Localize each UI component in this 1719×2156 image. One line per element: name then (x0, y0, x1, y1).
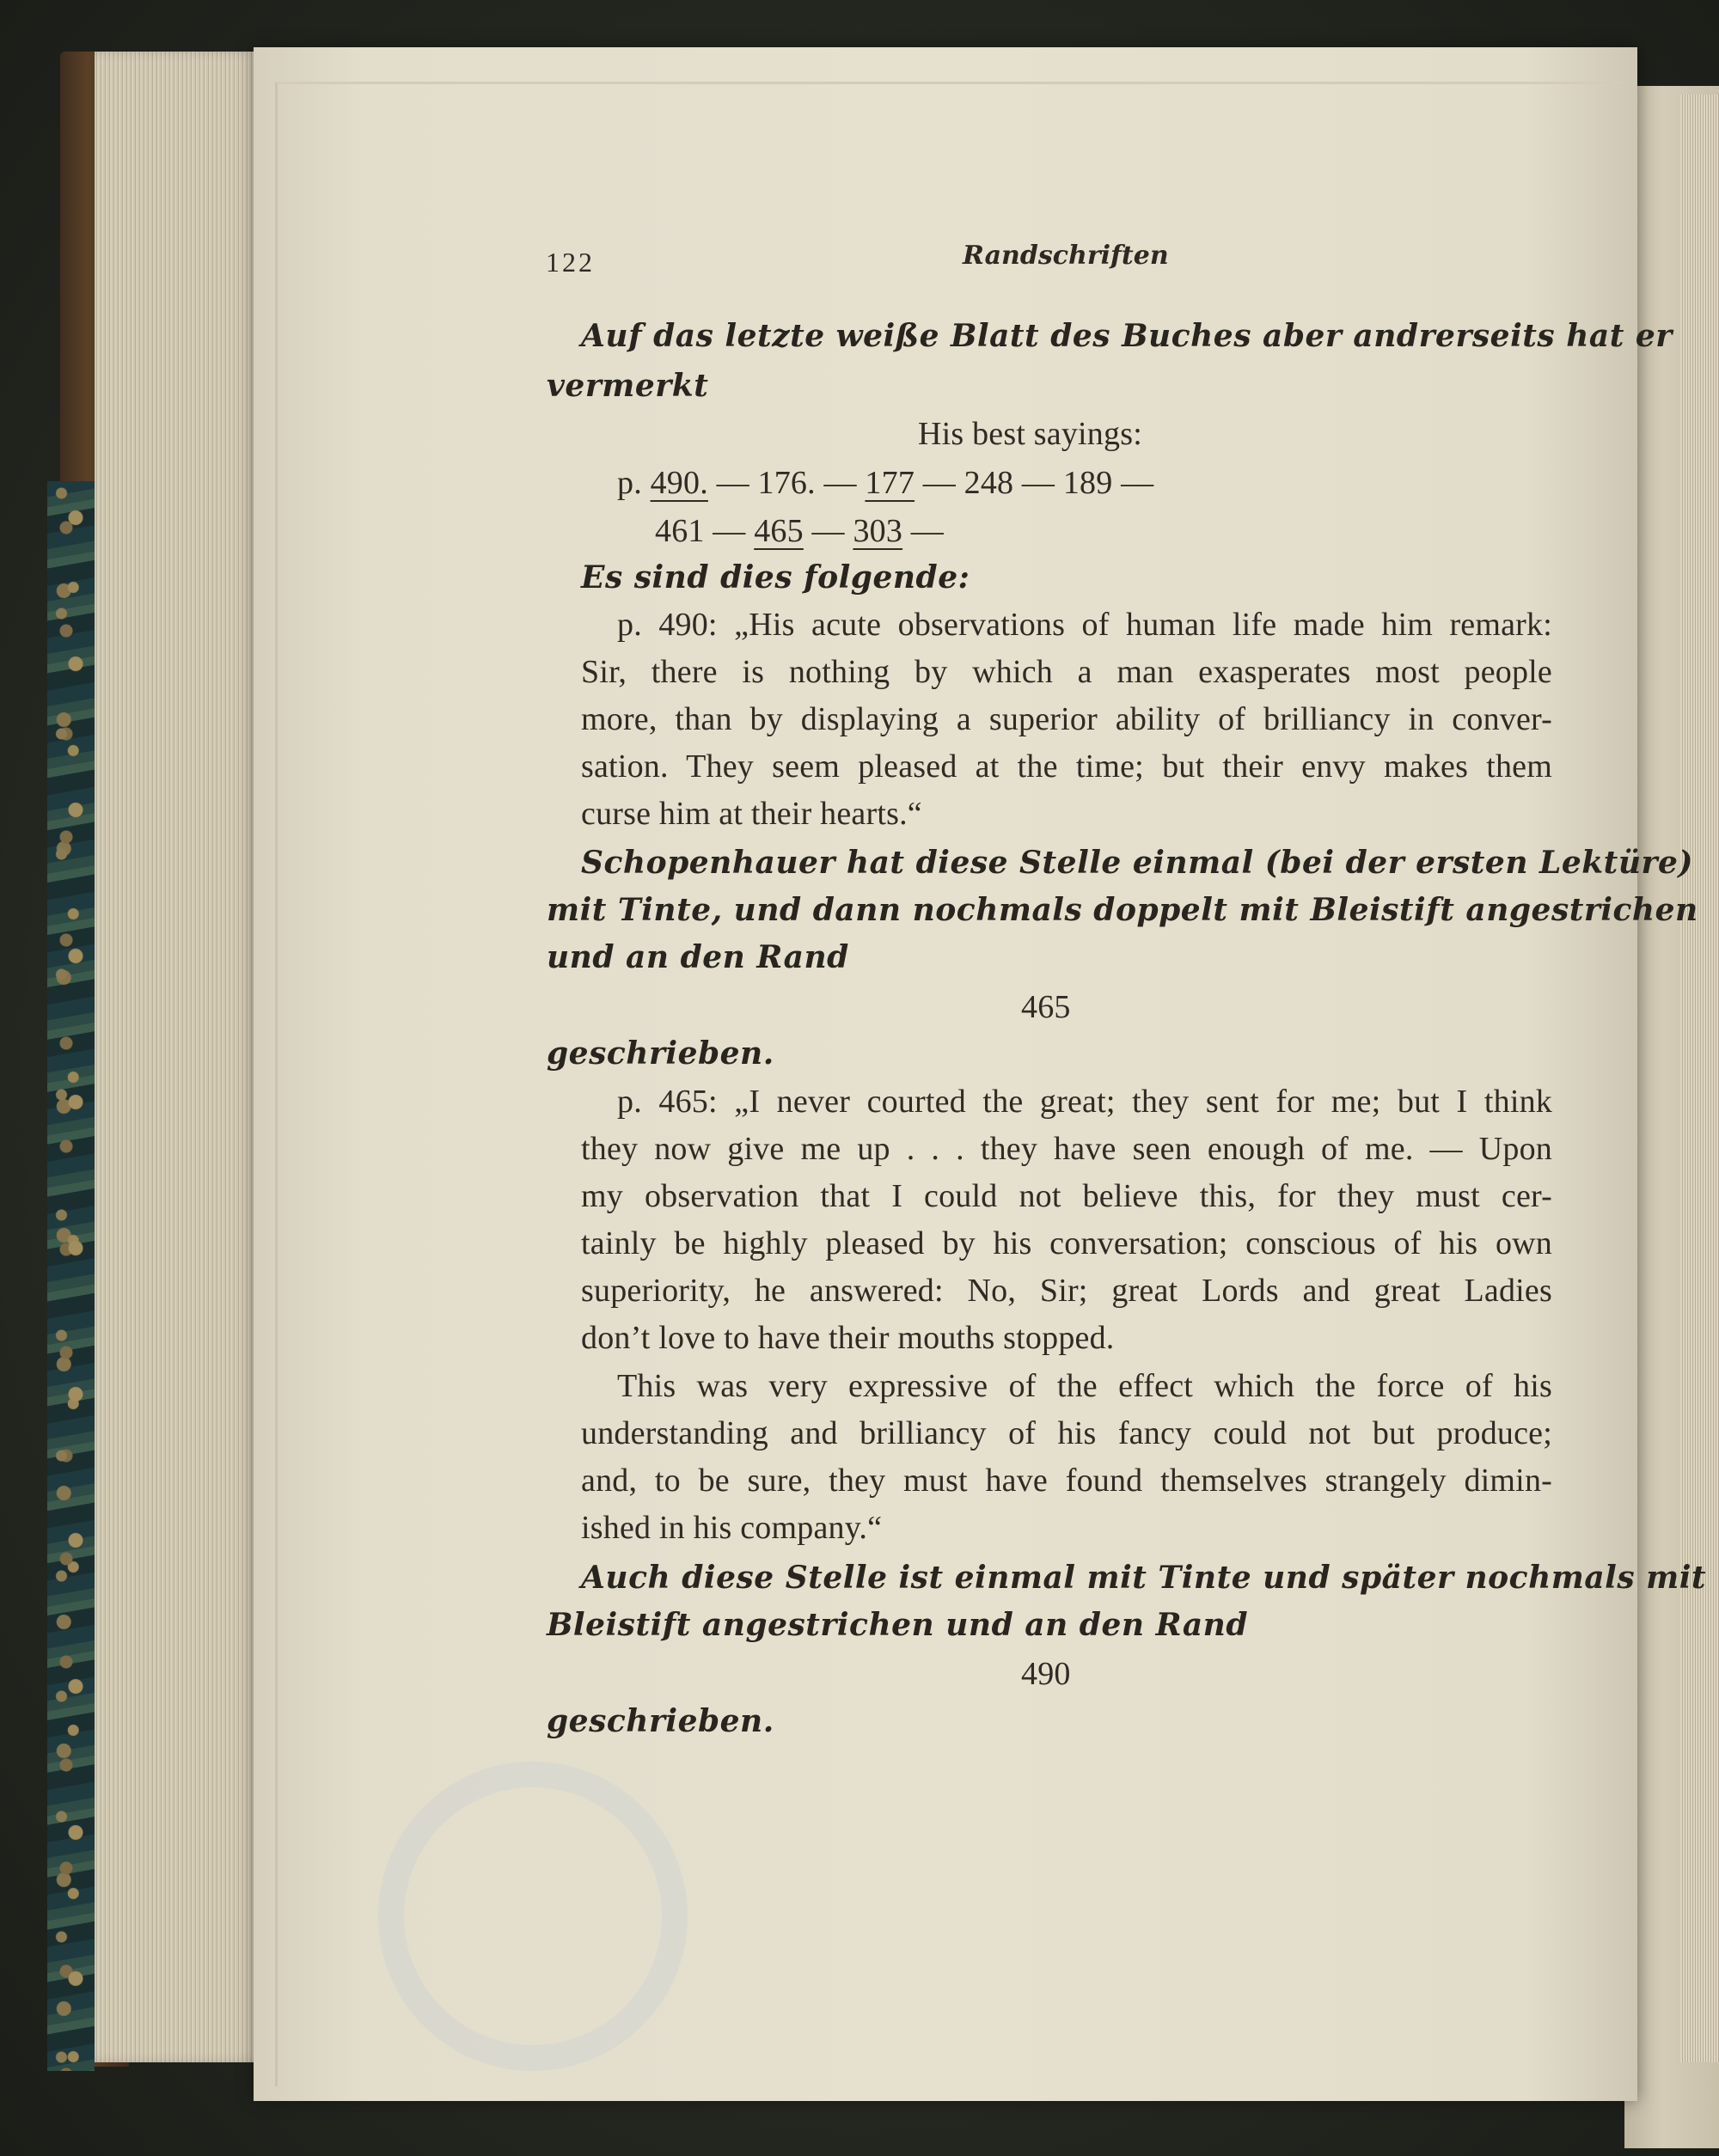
quote2-line-3: my observation that I could not believe this, for they must cer- (581, 1178, 1552, 1214)
margin-number-490: 490 (1021, 1656, 1071, 1692)
ref-465: 465 (754, 513, 804, 549)
quote1-line-2: Sir, there is nothing by which a man exasperates most people (581, 654, 1552, 690)
ref-sep-5: — (902, 513, 944, 549)
page-number: 122 (546, 247, 595, 278)
quote2-line-2: they now give me up . . . they have seen enough of me. — Upon (581, 1131, 1552, 1167)
ref-p: p. (617, 465, 642, 501)
note2-line-1: Auch diese Stelle ist einmal mit Tinte und später nochmals mit (581, 1560, 1707, 1596)
margin-number-465: 465 (1021, 989, 1071, 1025)
written-1: geschrieben. (547, 1035, 774, 1072)
note1-line-3: und an den Rand (547, 939, 849, 975)
quote3-line-3: and, to be sure, they must have found themselves strangely dimin- (581, 1463, 1552, 1499)
ref-303: 303 (853, 513, 903, 549)
reference-line-1 (617, 464, 1153, 502)
ref-sep-4: — (803, 513, 853, 549)
note1-line-2: mit Tinte, und dann nochmals doppelt mit Bleistift angestrichen (547, 892, 1698, 928)
quote3-line-2: understanding and brilliancy of his fancy could not but produce; (581, 1415, 1552, 1451)
ref-sep-2: — 248 — 189 — (915, 465, 1154, 501)
reference-line-2 (655, 512, 944, 550)
note2-line-2: Bleistift angestrichen und an den Rand (547, 1607, 1249, 1643)
ref-490: 490. (650, 465, 708, 501)
ref-177: 177 (865, 465, 915, 501)
quote2-line-4: tainly be highly pleased by his conversation; conscious of his own (581, 1225, 1552, 1261)
intro-line-1: Auf das letzte weiße Blatt des Buches aber andrerseits hat er (581, 318, 1673, 354)
quote3-line-4: ished in his company.“ (581, 1510, 883, 1546)
ref-461: 461 (655, 513, 705, 549)
quote3-line-1: This was very expressive of the effect which the force of his (617, 1368, 1552, 1404)
running-title: Randschriften (963, 241, 1169, 271)
quote1-line-3: more, than by displaying a superior ability of brilliancy in conver- (581, 701, 1552, 737)
quote1-line-5: curse him at their hearts.“ (581, 796, 922, 832)
following-line: Es sind dies folgende: (581, 559, 970, 595)
ref-sep-1: — 176. — (707, 465, 866, 501)
written-2: geschrieben. (547, 1703, 774, 1739)
quote2-line-1: p. 465: „I never courted the great; they sent for me; but I think (617, 1084, 1552, 1120)
note1-line-1: Schopenhauer hat diese Stelle einmal (bei der ersten Lektüre) (581, 845, 1693, 881)
best-sayings-heading: His best sayings: (918, 416, 1142, 452)
quote1-line-4: sation. They seem pleased at the time; but their envy makes them (581, 748, 1552, 785)
ref-sep-3: — (704, 513, 755, 549)
quote1-line-1: p. 490: „His acute observations of human life made him remark: (617, 607, 1552, 643)
quote2-line-5: superiority, he answered: No, Sir; great Lords and great Ladies (581, 1273, 1552, 1309)
intro-line-2: vermerkt (547, 368, 709, 404)
quote2-line-6: don’t love to have their mouths stopped. (581, 1320, 1115, 1356)
